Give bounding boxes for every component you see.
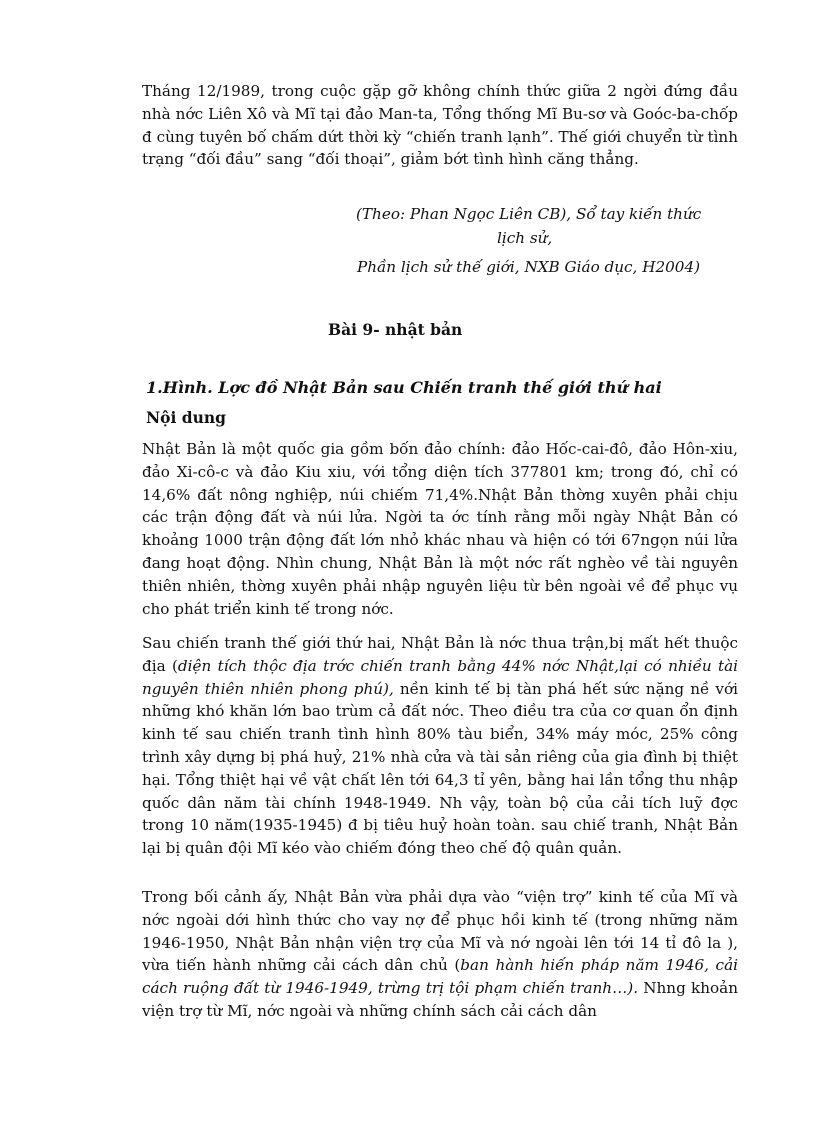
paragraph-geography-text: Nhật Bản là một quốc gia gồm bốn đảo chính: đảo Hốc-cai-đô, đảo Hôn-xiu, đảo Xi-cô-c và đảo Kiu xiu, với tổng diện tích 377801 km; trong đó, chỉ có 14,6% đất nông nghiệp, núi chiếm 71,4%.Nhật Bản thờng xuyên phải chịu các trận động đất và núi lửa. Ngời ta ớc tính rằng mỗi ngày Nhật Bản có khoảng 1000 trận động đất lớn nhỏ khác nhau và hiện có tới 67ngọn núi lửa đang hoạt động. Nhìn chung, Nhật Bản là một nớc rất nghèo về tài nguyên thiên nhiên, thờng xuyên phải nhập nguyên liệu từ bên ngoài về để phục vụ cho phát triển kinh tế trong nớc. — [142, 440, 738, 618]
citation-line-2: lịch sử, — [497, 229, 553, 247]
paragraph-war-text-2: nền kinh tế bị tàn phá hết sức nặng nề với những khó khăn lớn bao trùm cả đất nớc. Theo điều tra của cơ quan ổn định kinh tế sau chiến tranh tình hình 80% tàu biển, 34% máy móc, 25% công trình xây dựng bị phá huỷ, 21% nhà cửa và tài sản riêng của gia đình bị thiệt hại. Tổng thiệt hại về vật chất lên tới 64,3 tỉ yên, bằng hai lần tổng thu nhập quốc dân năm tài chính 1948-1949. Nh vậy, toàn bộ của cải tích luỹ đợc trong 10 năm(1935-1945) đ bị tiêu huỷ hoàn toàn. sau chiế tranh, Nhật Bản lại bị quân đội Mĩ kéo vào chiếm đóng theo chế độ quân quản. — [142, 679, 738, 858]
citation-line-1: (Theo: Phan Ngọc Liên CB), Sổ tay kiến thức — [356, 205, 702, 223]
paragraph-geography — [142, 438, 738, 620]
paragraph-aid-text-2: Nhng khoản viện trợ từ Mĩ, nớc ngoài và những chính sách cải cách dân — [142, 979, 738, 1020]
paragraph-aid-text-1: Trong bối cảnh ấy, Nhật Bản vừa phải dựa vào “viện trợ” kinh tế của Mĩ và nớc ngoài dới hình thức cho vay nợ để phục hồi kinh tế (trong những năm 1946-1950, Nhật Bản nhận viện trợ của Mĩ và nớ ngoài lên tới 14 tỉ đô la ), vừa tiến hành những cải cách dân chủ ( — [142, 888, 738, 975]
paragraph-intro — [142, 80, 738, 171]
lesson-title: Bài 9- nhật bản — [328, 320, 463, 339]
paragraph-war-damage — [142, 632, 738, 860]
paragraph-war-italic: diện tích thộc địa trớc chiến tranh bằng 44% nớc Nhật,lại có nhiều tài nguyên thiên nhiên phong phú), — [142, 656, 739, 698]
section-heading: 1.Hình. Lợc đồ Nhật Bản sau Chiến tranh thế giới thứ hai — [146, 378, 662, 397]
subheading: Nội dung — [146, 408, 227, 427]
citation-line-3: Phần lịch sử thế giới, NXB Giáo dục, H2004) — [357, 258, 701, 276]
paragraph-intro-text: Tháng 12/1989, trong cuộc gặp gỡ không chính thức giữa 2 ngời đứng đầu nhà nớc Liên Xô và Mĩ tại đảo Man-ta, Tổng thống Mĩ Bu-sơ và Goóc-ba-chốp đ cùng tuyên bố chấm dứt thời kỳ “chiến tranh lạnh”. Thế giới chuyển từ tình trạng “đối đầu” sang “đối thoại”, giảm bớt tình hình căng thẳng. — [142, 82, 738, 169]
paragraph-war-text-1: Sau chiến tranh thế giới thứ hai, Nhật Bản là nớc thua trận,bị mất hết thuộc địa ( — [142, 634, 738, 675]
paragraph-aid — [142, 886, 738, 1023]
paragraph-aid-italic: ban hành hiến pháp năm 1946, cải cách ruộng đất từ 1946-1949, trừng trị tội phạm chiến tranh…). — [142, 956, 738, 998]
